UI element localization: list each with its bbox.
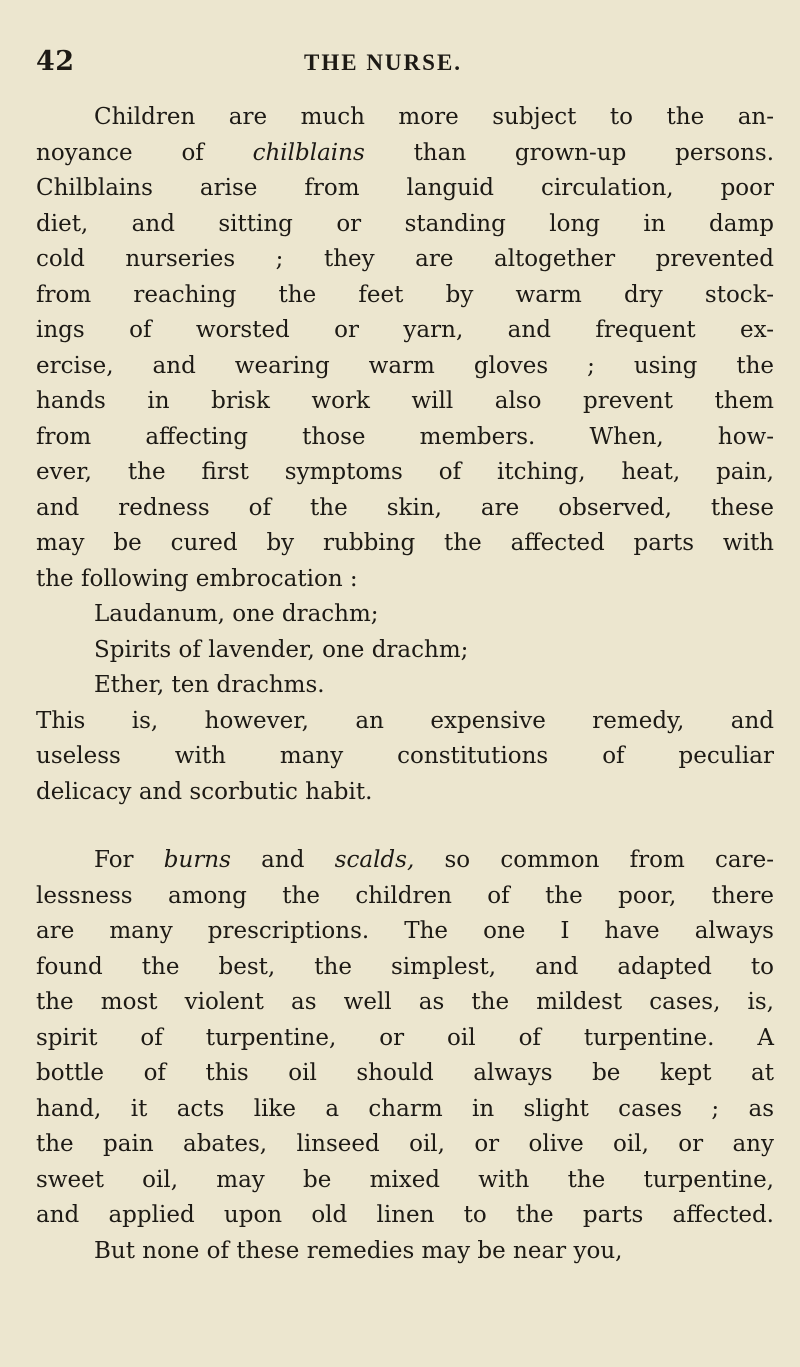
text-line: delicacy and scorbutic habit. bbox=[36, 778, 373, 805]
text-line: hand, it acts like a charm in slight cases ; as bbox=[36, 1095, 774, 1122]
italic-term-chilblains: chilblains bbox=[252, 139, 365, 166]
text-line: ercise, and wearing warm gloves ; using the bbox=[36, 352, 774, 379]
page-number: 42 bbox=[36, 46, 75, 77]
text-line: But none of these remedies may be near you, bbox=[94, 1237, 623, 1264]
text-line: bottle of this oil should always be kept at bbox=[36, 1060, 774, 1086]
text-line: Chilblains arise from languid circulation, poor bbox=[36, 175, 774, 201]
text-run: than grown-up persons. bbox=[364, 139, 774, 166]
text-line: and redness of the skin, are observed, these bbox=[36, 494, 774, 521]
text-line: ever, the first symptoms of itching, heat, pain, bbox=[36, 459, 774, 485]
page-header bbox=[36, 46, 776, 90]
text-line: may be cured by rubbing the affected parts with bbox=[36, 530, 774, 556]
text-line: the following embrocation : bbox=[36, 565, 358, 592]
text-line: the most violent as well as the mildest cases, is, bbox=[36, 989, 774, 1015]
text-run: so common from care- bbox=[414, 847, 774, 873]
italic-term-scalds: scalds, bbox=[334, 847, 415, 873]
text-run: noyance of bbox=[36, 139, 253, 166]
text-line: This is, however, an expensive remedy, and bbox=[36, 707, 774, 734]
text-line: ings of worsted or yarn, and frequent ex- bbox=[36, 317, 774, 343]
body-text bbox=[36, 100, 774, 1269]
paragraph-gap bbox=[36, 810, 774, 843]
paragraph-chilblains bbox=[36, 100, 774, 810]
text-line: are many prescriptions. The one I have always bbox=[36, 918, 774, 944]
text-line: hands in brisk work will also prevent them bbox=[36, 388, 774, 414]
text-line: lessness among the children of the poor, there bbox=[36, 882, 774, 909]
text-line: diet, and sitting or standing long in damp bbox=[36, 210, 774, 237]
recipe-item: Spirits of lavender, one drachm; bbox=[94, 636, 469, 663]
text-line: found the best, the simplest, and adapted to bbox=[36, 953, 774, 980]
text-run: For bbox=[94, 847, 164, 873]
paragraph-burns-scalds bbox=[36, 843, 774, 1269]
text-line: useless with many constitutions of peculiar bbox=[36, 743, 774, 769]
text-run: and bbox=[230, 847, 335, 873]
recipe-item: Ether, ten drachms. bbox=[94, 672, 325, 698]
text-line: sweet oil, may be mixed with the turpentine, bbox=[36, 1166, 774, 1193]
text-line: cold nurseries ; they are altogether prevented bbox=[36, 246, 774, 272]
text-line: from reaching the feet by warm dry stock- bbox=[36, 281, 774, 308]
text-line: from affecting those members. When, how- bbox=[36, 423, 774, 450]
text-line: and applied upon old linen to the parts affected. bbox=[36, 1202, 774, 1228]
italic-term-burns: burns bbox=[163, 847, 231, 873]
text-line: Children are much more subject to the an- bbox=[94, 104, 774, 130]
recipe-item: Laudanum, one drachm; bbox=[94, 601, 379, 627]
text-line: the pain abates, linseed oil, or olive oil, or any bbox=[36, 1131, 774, 1157]
text-line: spirit of turpentine, or oil of turpentine. A bbox=[36, 1024, 774, 1051]
text-line bbox=[36, 843, 774, 879]
running-head: THE NURSE. bbox=[304, 50, 463, 75]
text-line bbox=[36, 136, 774, 172]
